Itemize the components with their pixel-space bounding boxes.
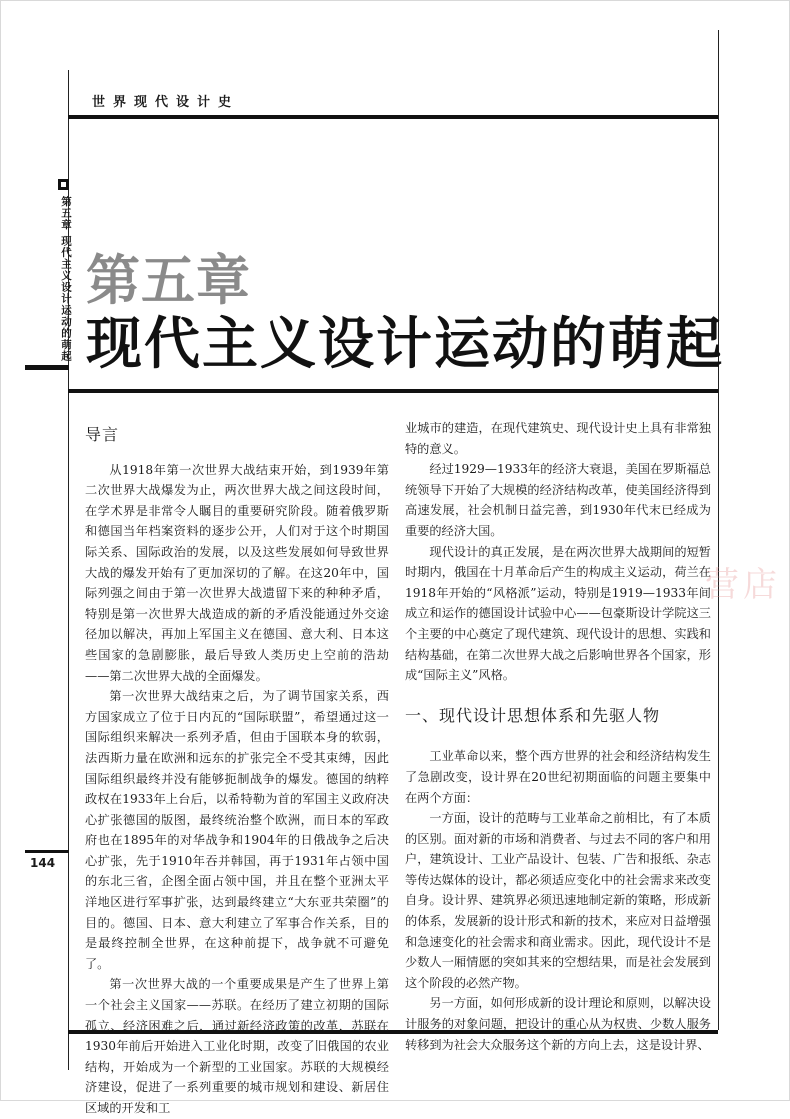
- intro-heading: 导言: [85, 425, 120, 444]
- intro-paragraph: 第一次世界大战结束之后，为了调节国家关系，西方国家成立了位于日内瓦的“国际联盟”，希望通过这一国际组织来解决一系列矛盾，但由于国联本身的软弱，法西斯力量在欧洲和远东的扩张完全不受其束缚，因此国际组织最终并没有能够扼制战争的爆发。德国的纳粹政权在1933年上台后，以希特勒为首的军国主义政府决心扩张德国的版图，最终统治整个欧洲，而日本的军政府也在1895年的对华战争和1904年的日俄战争之后决心扩张，先于1910年吞并韩国，再于1931年占领中国的东北三省，企图全面占领中国，并且在整个亚洲太平洋地区进行军事扩张，达到最终建立“大东亚共荣圈”的目的。德国、日本、意大利建立了军事合作关系，目的是最终控制全世界，在这种前提下，战争就不可避免了。: [85, 689, 389, 971]
- section-heading: 一、现代设计思想体系和先驱人物: [405, 705, 661, 725]
- title-rule: [68, 389, 718, 393]
- intro-paragraph: 第一次世界大战的一个重要成果是产生了世界上第一个社会主义国家——苏联。在经历了建立初期的国际孤立、经济困难之后，通过新经济政策的改革，苏联在1930年前后开始进入工业化时期，改变了旧俄国的农业结构，开始成为一个新型的工业国家。苏联的大规模经济建设，促进了一系列重要的城市规划和建设、新居住区域的开发和工: [85, 977, 389, 1115]
- chapter-number: 第五章: [86, 249, 251, 312]
- right-margin-line: [718, 30, 719, 1030]
- right-column: [405, 418, 711, 1055]
- continued-paragraph: 业城市的建造，在现代建筑史、现代设计史上具有非常独特的意义。: [405, 421, 711, 456]
- header-rule: [68, 115, 718, 119]
- book-title: 世界现代设计史: [92, 95, 240, 110]
- chapter-title: 现代主义设计运动的萌起: [86, 312, 724, 377]
- section-paragraph: 一方面，设计的范畴与工业革命之前相比，有了本质的区别。面对新的市场和消费者、与过去不同的客户和用户，建筑设计、工业产品设计、包装、广告和报纸、杂志等传达媒体的设计，都必须适应变化中的社会需求来改变自身。设计界、建筑界必须迅速地制定新的策略，形成新的体系，发展新的设计形式和新的技术，来应对日益增强和急速变化的社会需求和商业需求。因此，现代设计不是少数人一厢情愿的突如其来的空想结果，而是社会发展到这个阶段的必然产物。: [405, 811, 711, 990]
- section-paragraph: 另一方面，如何形成新的设计理论和原则，以解决设计服务的对象问题，把设计的重心从为权贵、少数人服务转移到为社会大众服务这个新的方向上去，这是设计界、: [405, 996, 711, 1052]
- intro-paragraph: 从1918年第一次世界大战结束开始，到1939年第二次世界大战爆发为止，两次世界大战之间这段时间，在学术界是非常令人瞩目的重要研究阶段。随着俄罗斯和德国当年档案资料的逐步公开，人们对于这个时期国际关系、国际政治的发展，以及这些发展如何导致世界大战的爆发开始有了更加深切的了解。在这20年中，国际列强之间由于第一次世界大战遗留下来的种种矛盾，特别是第一次世界大战造成的新的矛盾没能通过外交途径加以解决，再加上军国主义在德国、意大利、日本这些国家的急剧膨胀，最后导致人类历史上空前的浩劫——第二次世界大战的全面爆发。: [85, 462, 389, 683]
- side-chapter-label: 第五章 现代主义设计运动的萌起: [60, 196, 72, 362]
- section-paragraph: 工业革命以来，整个西方世界的社会和经济结构发生了急剧改变，设计界在20世纪初期面临的问题主要集中在两个方面：: [405, 749, 711, 805]
- left-section-rule: [25, 365, 69, 370]
- body-paragraph: 经过1929—1933年的经济大衰退，美国在罗斯福总统领导下开始了大规模的经济结构改革，使美国经济得到高速发展，社会机制日益完善，到1930年代末已经成为重要的经济大国。: [405, 462, 711, 538]
- body-paragraph: 现代设计的真正发展，是在两次世界大战期间的短暂时期内，俄国在十月革命后产生的构成主义运动，荷兰在1918年开始的“风格派”运动，特别是1919—1933年间成立和运作的德国设计试验中心——包豪斯设计学院这三个主要的中心奠定了现代建筑、现代设计的思想、实践和结构基础，在第二次世界大战之后影响世界各个国家，形成“国际主义”风格。: [405, 544, 711, 683]
- chapter-marker-icon: [58, 179, 69, 190]
- page-number-rule: [25, 850, 69, 853]
- page-number: 144: [30, 856, 56, 870]
- watermark: 营店: [705, 565, 781, 605]
- left-column: [85, 425, 389, 1119]
